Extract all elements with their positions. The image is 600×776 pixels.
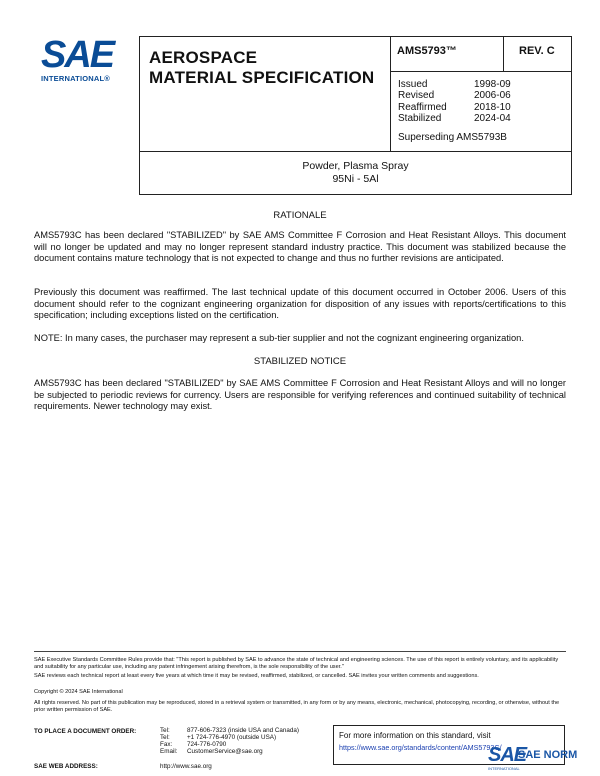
header-divider bbox=[503, 36, 504, 71]
date-label: Revised bbox=[398, 90, 435, 102]
contact-row bbox=[160, 727, 330, 734]
watermark-logo bbox=[488, 744, 578, 773]
contact-key: Fax: bbox=[160, 741, 173, 749]
logo-subtitle: INTERNATIONAL® bbox=[41, 74, 111, 83]
document-number: AMS5793™ bbox=[397, 45, 457, 57]
date-row bbox=[398, 90, 558, 101]
contact-key: Tel: bbox=[160, 734, 170, 742]
logo-mark: SAE bbox=[41, 34, 114, 76]
header-divider bbox=[139, 151, 572, 152]
document-subject bbox=[139, 160, 572, 186]
contact-value: 724-776-0790 bbox=[187, 741, 227, 749]
date-label: Stabilized bbox=[398, 112, 442, 124]
standard-url-link[interactable]: https://www.sae.org/standards/content/AMS5793C/ bbox=[339, 743, 502, 752]
title-line-1: AEROSPACE bbox=[149, 48, 258, 67]
stabilized-notice-heading: STABILIZED NOTICE bbox=[253, 356, 347, 367]
rationale-paragraph: AMS5793C has been declared "STABILIZED" by SAE AMS Committee F Corrosion and Heat Resistant Alloys. This document will no longer be updated and may no longer represent standard industry practice. This document was stabilized because the document contains mature technology that is not expected to change and thus no further revisions are anticipated. bbox=[34, 230, 566, 264]
watermark-small: INTERNATIONAL bbox=[488, 766, 520, 771]
date-table bbox=[398, 79, 558, 124]
note-paragraph: NOTE: In many cases, the purchaser may represent a sub-tier supplier and not the cognizant engineering organization. bbox=[34, 333, 524, 343]
title-line-2: MATERIAL SPECIFICATION bbox=[149, 68, 375, 87]
info-box-title: For more information on this standard, visit bbox=[339, 731, 491, 740]
contact-key: Tel: bbox=[160, 727, 170, 734]
contact-row bbox=[160, 748, 330, 755]
date-label: Issued bbox=[398, 79, 428, 90]
contact-list bbox=[160, 727, 330, 755]
footer-rights-text: All rights reserved. No part of this publication may be reproduced, stored in a retrieval system or transmitted, in any form or by any means, electronic, mechanical, photocopying, recording, or otherwise, without the prior written permission of SAE. bbox=[34, 700, 560, 713]
date-row bbox=[398, 113, 558, 124]
contact-email-link[interactable]: CustomerService@sae.org bbox=[187, 748, 263, 756]
date-row bbox=[398, 102, 558, 113]
subject-line-1: Powder, Plasma Spray bbox=[302, 160, 409, 172]
date-value: 2018-10 bbox=[474, 101, 511, 113]
watermark-mark: SAE bbox=[488, 744, 527, 766]
footer-copyright: Copyright © 2024 SAE International bbox=[34, 689, 123, 695]
web-address-link[interactable]: http://www.sae.org bbox=[160, 763, 212, 770]
watermark-text: SAE NORM bbox=[518, 749, 578, 761]
sae-logo bbox=[37, 36, 123, 86]
stabilized-paragraph: AMS5793C has been declared "STABILIZED" by SAE AMS Committee F Corrosion and Heat Resistant Alloys and will no longer be subjected to periodic reviews for currency. Users are responsible for verifying references and continued suitability of technical requirements. Newer technology may exist. bbox=[34, 378, 566, 412]
date-label: Reaffirmed bbox=[398, 101, 447, 113]
header-divider bbox=[390, 71, 572, 72]
document-type-title bbox=[149, 48, 374, 88]
contact-key: Email: bbox=[160, 748, 178, 756]
contact-value: +1 724-776-4970 (outside USA) bbox=[187, 734, 277, 742]
date-value: 2024-04 bbox=[474, 112, 511, 124]
date-value: 2006-06 bbox=[474, 90, 511, 102]
date-row bbox=[398, 79, 558, 90]
rationale-heading: RATIONALE bbox=[273, 210, 327, 221]
subject-line-2: 95Ni - 5Al bbox=[332, 173, 379, 185]
web-address-label: SAE WEB ADDRESS: bbox=[34, 763, 98, 770]
footer-review-text: SAE reviews each technical report at least every five years at which time it may be revised, reaffirmed, stabilized, or cancelled. SAE invites your written comments and suggestions. bbox=[34, 673, 479, 679]
superseding-note: Superseding AMS5793B bbox=[398, 132, 507, 143]
date-value: 1998-09 bbox=[474, 79, 511, 90]
revision-label: REV. C bbox=[519, 45, 555, 57]
contact-row bbox=[160, 741, 330, 748]
reaffirmed-paragraph: Previously this document was reaffirmed. The last technical update of this document occurred in October 2006. Users of this document should refer to the cognizant engineering organization for disposition of any issues with reports/certifications to this specification; including exceptions listed on the certification. bbox=[34, 287, 566, 321]
footer-rules-text: SAE Executive Standards Committee Rules provide that: "This report is published by SAE to advance the state of technical and engineering sciences. The use of this report is entirely voluntary, and its applicability and suitability for any particular use, including any patent infringement arising therefrom, is the sole responsibility of the user." bbox=[34, 657, 559, 670]
order-label: TO PLACE A DOCUMENT ORDER: bbox=[34, 728, 137, 735]
contact-row bbox=[160, 734, 330, 741]
footer-rule bbox=[34, 651, 566, 652]
header-divider bbox=[390, 36, 391, 151]
contact-value: 877-606-7323 (inside USA and Canada) bbox=[187, 727, 300, 734]
